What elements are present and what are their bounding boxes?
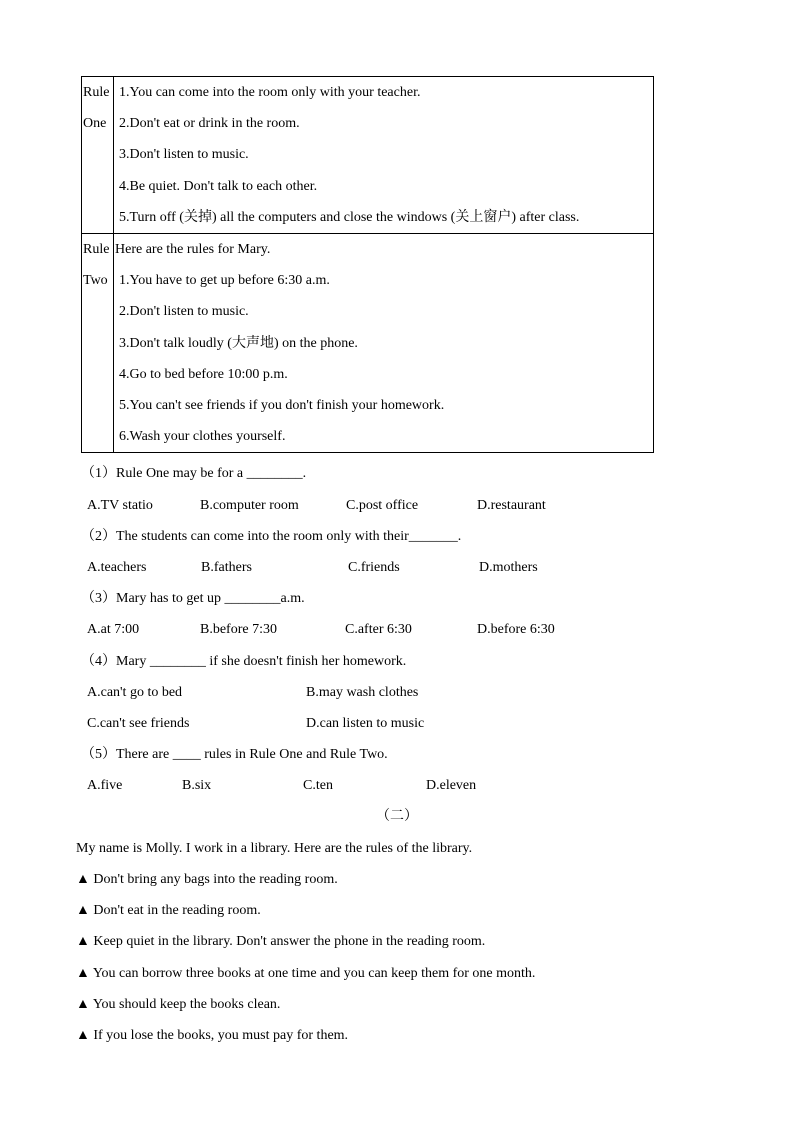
answer-option[interactable]: C.after 6:30 (345, 622, 412, 637)
bullet-triangle-icon: ▲ (76, 1028, 90, 1043)
answer-option[interactable]: C.ten (303, 778, 333, 793)
library-rule-text: Keep quiet in the library. Don't answer the phone in the reading room. (93, 934, 486, 949)
rule-two-item: 6.Wash your clothes yourself. (119, 429, 286, 445)
bullet-triangle-icon: ▲ (76, 934, 90, 949)
answer-option[interactable]: C.post office (346, 498, 419, 513)
answer-option[interactable]: A.can't go to bed (87, 685, 183, 700)
library-rule-text: Don't bring any bags into the reading room. (93, 872, 338, 887)
rule-one-item: 3.Don't listen to music. (119, 147, 249, 163)
library-rule-text: Don't eat in the reading room. (93, 903, 261, 918)
answer-option[interactable]: A.at 7:00 (87, 622, 140, 637)
question-stem: （5）There are ____ rules in Rule One and Rule Two. (81, 747, 388, 762)
rule-two-label-line1: Rule (83, 241, 110, 257)
rule-two-item: 2.Don't listen to music. (119, 304, 249, 320)
rule-one-item: 1.You can come into the room only with your teacher. (119, 85, 421, 100)
rules-table (81, 76, 654, 453)
rule-one-label-line1: Rule (83, 85, 110, 100)
rule-two-item: 4.Go to bed before 10:00 p.m. (119, 366, 288, 382)
rule-two-item: 3.Don't talk loudly (大声地) on the phone. (119, 335, 358, 351)
question-stem: （2）The students can come into the room only with their_______. (81, 529, 462, 544)
answer-option[interactable]: A.five (87, 778, 123, 793)
bullet-triangle-icon: ▲ (76, 872, 90, 887)
question-stem: （4）Mary ________ if she doesn't finish her homework. (81, 654, 407, 669)
answer-option[interactable]: C.can't see friends (87, 716, 190, 731)
answer-option[interactable]: B.computer room (200, 498, 299, 513)
library-rule-item (76, 964, 535, 984)
library-rule-item (76, 932, 485, 952)
answer-option[interactable]: D.restaurant (477, 498, 546, 513)
bullet-triangle-icon: ▲ (76, 903, 90, 918)
question-stem: （1）Rule One may be for a ________. (81, 466, 307, 481)
answer-option[interactable]: D.before 6:30 (477, 622, 555, 637)
library-rule-text: You should keep the books clean. (92, 997, 281, 1012)
rule-two-item: 1.You have to get up before 6:30 a.m. (119, 273, 330, 289)
rule-two-item: 5.You can't see friends if you don't finish your homework. (119, 397, 445, 413)
rule-one-label-cell (82, 77, 114, 234)
answer-option[interactable]: D.mothers (479, 560, 538, 575)
bullet-triangle-icon: ▲ (76, 997, 90, 1012)
rule-one-item: 4.Be quiet. Don't talk to each other. (119, 178, 318, 194)
rule-one-content (114, 77, 654, 234)
library-rule-item (76, 995, 280, 1015)
rule-two-content (114, 233, 654, 452)
rule-two-label-cell (82, 233, 114, 452)
rule-one-item: 5.Turn off (关掉) all the computers and close the windows (关上窗户) after class. (119, 209, 580, 225)
answer-option[interactable]: A.teachers (87, 560, 147, 575)
answer-option[interactable]: A.TV statio (87, 498, 153, 513)
answer-option[interactable]: B.six (182, 778, 212, 793)
passage-intro: My name is Molly. I work in a library. Here are the rules of the library. (76, 841, 473, 856)
library-rule-text: If you lose the books, you must pay for them. (93, 1028, 349, 1043)
library-rule-text: You can borrow three books at one time and you can keep them for one month. (92, 966, 536, 981)
library-rule-item (76, 870, 338, 890)
answer-option[interactable]: C.friends (348, 560, 400, 575)
answer-option[interactable]: D.can listen to music (306, 716, 425, 731)
question-stem: （3）Mary has to get up ________a.m. (81, 591, 305, 606)
bullet-triangle-icon: ▲ (76, 966, 90, 981)
rule-one-row (82, 77, 654, 234)
answer-option[interactable]: D.eleven (426, 778, 477, 793)
library-rule-item (76, 1026, 348, 1046)
answer-option[interactable]: B.fathers (201, 560, 252, 575)
section-heading: （二） (376, 809, 418, 824)
rule-two-row (82, 233, 654, 452)
rule-two-label-line2: Two (83, 272, 108, 288)
answer-option[interactable]: B.may wash clothes (306, 685, 419, 700)
rule-two-intro: Here are the rules for Mary. (115, 241, 271, 257)
rule-one-item: 2.Don't eat or drink in the room. (119, 116, 300, 132)
rule-one-label-line2: One (83, 116, 107, 131)
library-rule-item (76, 901, 261, 921)
answer-option[interactable]: B.before 7:30 (200, 622, 277, 637)
